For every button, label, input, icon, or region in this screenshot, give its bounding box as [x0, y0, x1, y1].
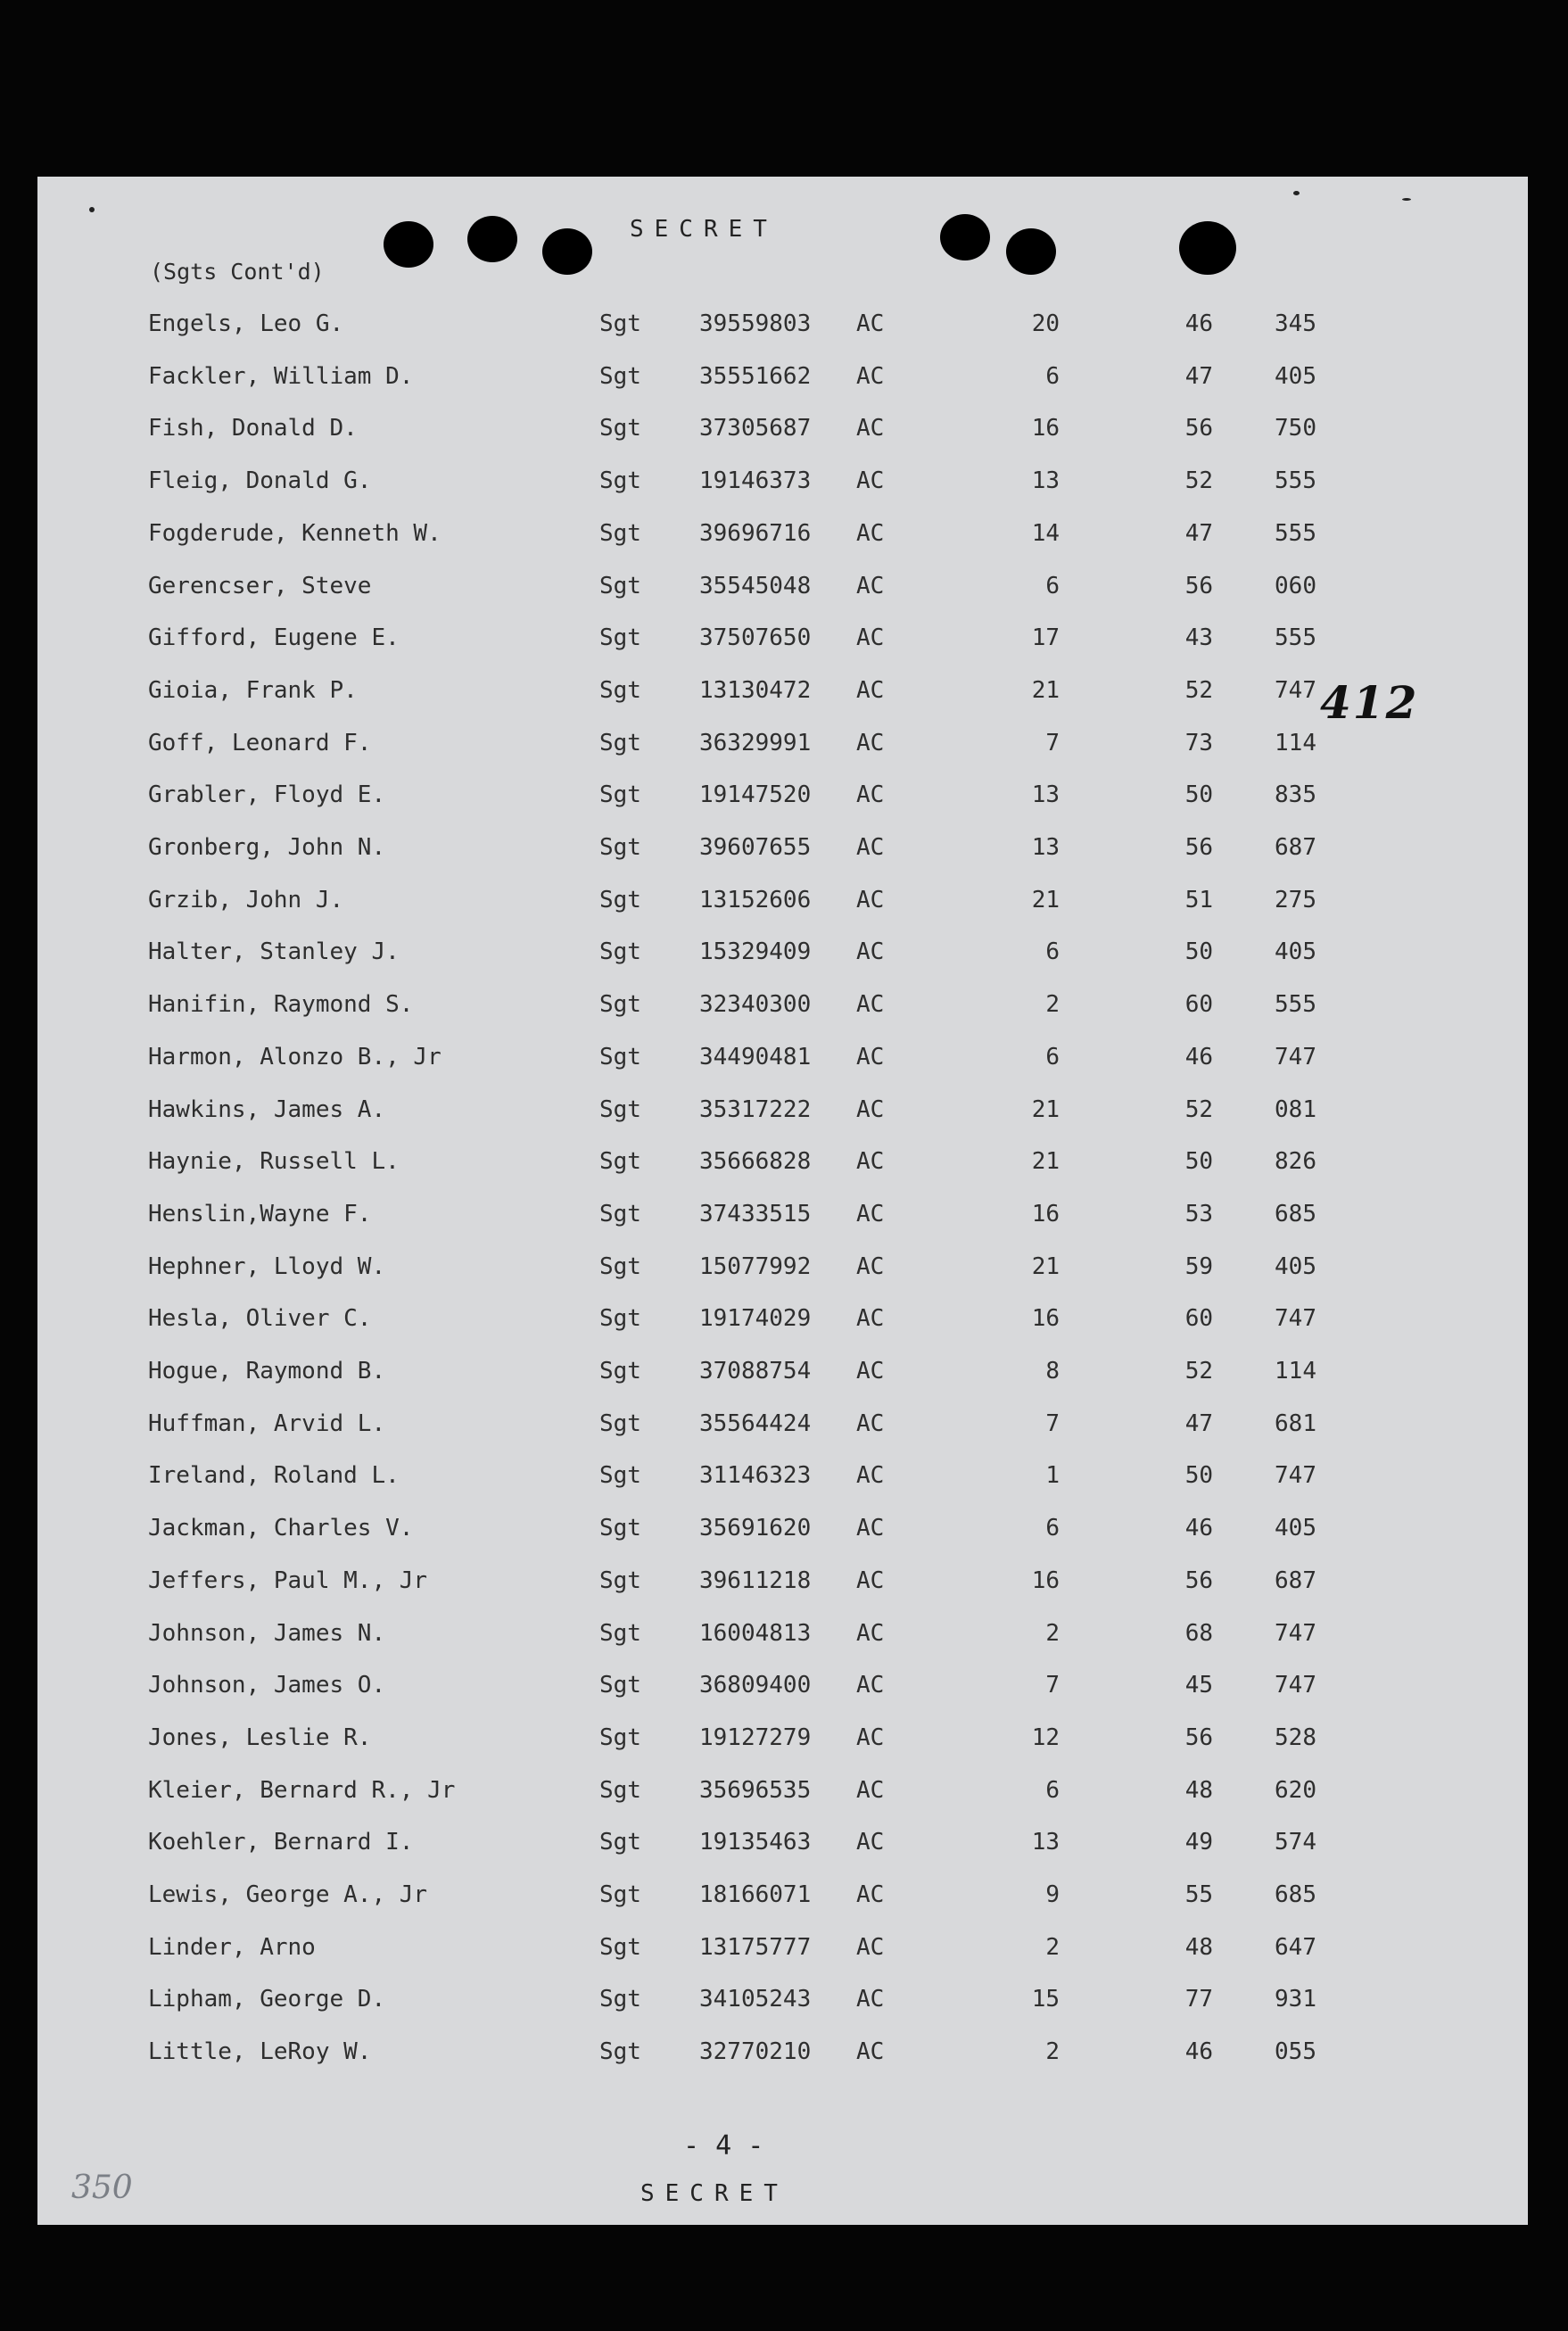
roster-serial: 15329409 [699, 938, 812, 965]
roster-col-c: 681 [1275, 1410, 1316, 1437]
roster-name: Haynie, Russell L. [148, 1148, 400, 1175]
roster-row [37, 1044, 1528, 1088]
roster-serial: 35696535 [699, 1777, 812, 1804]
roster-col-c: 081 [1275, 1096, 1316, 1123]
roster-rank: Sgt [599, 624, 641, 651]
roster-col-a: 9 [1045, 1881, 1060, 1908]
roster-serial: 32770210 [699, 2038, 812, 2065]
roster-col-b: 51 [1184, 887, 1213, 913]
roster-col-a: 7 [1045, 730, 1060, 756]
roster-col-c: 685 [1275, 1881, 1316, 1908]
roster-name: Linder, Arno [148, 1934, 316, 1961]
roster-serial: 19127279 [699, 1724, 812, 1751]
roster-col-a: 16 [1031, 1201, 1060, 1227]
roster-col-c: 747 [1275, 1462, 1316, 1489]
roster-col-b: 73 [1184, 730, 1213, 756]
roster-col-b: 55 [1184, 1881, 1213, 1908]
roster-row [37, 573, 1528, 617]
roster-col-b: 43 [1184, 624, 1213, 651]
roster-name: Fogderude, Kenneth W. [148, 520, 442, 547]
roster-col-a: 8 [1045, 1358, 1060, 1385]
roster-branch: AC [856, 1410, 885, 1437]
roster-col-c: 114 [1275, 1358, 1316, 1385]
roster-name: Hawkins, James A. [148, 1096, 386, 1123]
roster-name: Harmon, Alonzo B., Jr [148, 1044, 442, 1070]
roster-row [37, 1515, 1528, 1559]
roster-col-a: 2 [1045, 1620, 1060, 1647]
roster-col-b: 56 [1184, 1724, 1213, 1751]
roster-row [37, 1096, 1528, 1141]
roster-col-a: 16 [1031, 415, 1060, 442]
roster-serial: 19147520 [699, 781, 812, 808]
roster-serial: 37507650 [699, 624, 812, 651]
roster-serial: 35564424 [699, 1410, 812, 1437]
roster-name: Goff, Leonard F. [148, 730, 372, 756]
roster-col-a: 21 [1031, 1148, 1060, 1175]
roster-serial: 37433515 [699, 1201, 812, 1227]
roster-name: Fish, Donald D. [148, 415, 358, 442]
roster-serial: 39696716 [699, 520, 812, 547]
roster-col-c: 747 [1275, 677, 1316, 704]
roster-col-c: 405 [1275, 938, 1316, 965]
roster-col-b: 77 [1184, 1986, 1213, 2013]
roster-serial: 35317222 [699, 1096, 812, 1123]
roster-name: Lewis, George A., Jr [148, 1881, 428, 1908]
roster-branch: AC [856, 781, 885, 808]
punch-hole [940, 214, 990, 260]
roster-rank: Sgt [599, 1305, 641, 1332]
roster-row [37, 363, 1528, 408]
roster-branch: AC [856, 310, 885, 337]
roster-col-b: 59 [1184, 1253, 1213, 1280]
roster-branch: AC [856, 624, 885, 651]
roster-col-a: 17 [1031, 624, 1060, 651]
roster-rank: Sgt [599, 887, 641, 913]
roster-name: Gronberg, John N. [148, 834, 386, 861]
roster-serial: 39611218 [699, 1567, 812, 1594]
roster-name: Hesla, Oliver C. [148, 1305, 372, 1332]
roster-branch: AC [856, 1096, 885, 1123]
roster-col-a: 21 [1031, 1253, 1060, 1280]
roster-row [37, 1881, 1528, 1926]
roster-col-c: 275 [1275, 887, 1316, 913]
roster-branch: AC [856, 1515, 885, 1542]
roster-col-c: 647 [1275, 1934, 1316, 1961]
roster-row [37, 415, 1528, 459]
roster-name: Kleier, Bernard R., Jr [148, 1777, 456, 1804]
roster-serial: 35551662 [699, 363, 812, 390]
roster-row [37, 938, 1528, 983]
roster-name: Henslin,Wayne F. [148, 1201, 372, 1227]
roster-col-b: 56 [1184, 1567, 1213, 1594]
roster-name: Huffman, Arvid L. [148, 1410, 386, 1437]
roster-col-c: 685 [1275, 1201, 1316, 1227]
roster-col-c: 405 [1275, 1253, 1316, 1280]
roster-name: Gifford, Eugene E. [148, 624, 400, 651]
roster-name: Halter, Stanley J. [148, 938, 400, 965]
roster-col-b: 52 [1184, 1358, 1213, 1385]
roster-col-b: 56 [1184, 415, 1213, 442]
roster-name: Fackler, William D. [148, 363, 414, 390]
roster-name: Little, LeRoy W. [148, 2038, 372, 2065]
roster-branch: AC [856, 467, 885, 494]
roster-rank: Sgt [599, 781, 641, 808]
roster-col-b: 46 [1184, 2038, 1213, 2065]
roster-col-c: 114 [1275, 730, 1316, 756]
roster-branch: AC [856, 1934, 885, 1961]
roster-branch: AC [856, 730, 885, 756]
roster-row [37, 310, 1528, 355]
roster-col-c: 747 [1275, 1044, 1316, 1070]
roster-rank: Sgt [599, 938, 641, 965]
roster-col-c: 931 [1275, 1986, 1316, 2013]
roster-row [37, 730, 1528, 774]
roster-row [37, 1358, 1528, 1402]
roster-col-c: 528 [1275, 1724, 1316, 1751]
roster-col-c: 555 [1275, 624, 1316, 651]
roster-col-c: 060 [1275, 573, 1316, 599]
roster-name: Jackman, Charles V. [148, 1515, 414, 1542]
roster-rank: Sgt [599, 1253, 641, 1280]
roster-rank: Sgt [599, 1620, 641, 1647]
roster-col-b: 56 [1184, 573, 1213, 599]
roster-col-b: 47 [1184, 363, 1213, 390]
roster-row [37, 677, 1528, 722]
roster-col-a: 6 [1045, 1515, 1060, 1542]
roster-serial: 13130472 [699, 677, 812, 704]
roster-name: Engels, Leo G. [148, 310, 344, 337]
roster-col-a: 6 [1045, 1777, 1060, 1804]
roster-serial: 37088754 [699, 1358, 812, 1385]
roster-col-b: 48 [1184, 1777, 1213, 1804]
roster-row [37, 1986, 1528, 2030]
roster-rank: Sgt [599, 310, 641, 337]
roster-row [37, 991, 1528, 1036]
punch-hole [384, 221, 433, 268]
roster-rank: Sgt [599, 363, 641, 390]
roster-rank: Sgt [599, 730, 641, 756]
roster-col-c: 405 [1275, 1515, 1316, 1542]
roster-name: Hanifin, Raymond S. [148, 991, 414, 1018]
handwritten-note: 350 [71, 2170, 133, 2206]
roster-col-c: 405 [1275, 363, 1316, 390]
roster-col-c: 750 [1275, 415, 1316, 442]
roster-serial: 36809400 [699, 1672, 812, 1699]
roster-serial: 19135463 [699, 1829, 812, 1856]
roster-branch: AC [856, 887, 885, 913]
roster-branch: AC [856, 1620, 885, 1647]
roster-col-a: 13 [1031, 467, 1060, 494]
roster-rank: Sgt [599, 1672, 641, 1699]
roster-rank: Sgt [599, 1724, 641, 1751]
roster-col-b: 46 [1184, 1044, 1213, 1070]
roster-name: Grabler, Floyd E. [148, 781, 386, 808]
roster-branch: AC [856, 1724, 885, 1751]
roster-branch: AC [856, 573, 885, 599]
continuation-heading: (Sgts Cont'd) [150, 259, 325, 285]
roster-serial: 36329991 [699, 730, 812, 756]
roster-row [37, 1934, 1528, 1979]
roster-col-a: 2 [1045, 991, 1060, 1018]
roster-branch: AC [856, 938, 885, 965]
roster-row [37, 1148, 1528, 1193]
roster-col-a: 15 [1031, 1986, 1060, 2013]
roster-serial: 39559803 [699, 310, 812, 337]
roster-row [37, 467, 1528, 512]
roster-col-b: 56 [1184, 834, 1213, 861]
roster-serial: 18166071 [699, 1881, 812, 1908]
roster-rank: Sgt [599, 1567, 641, 1594]
roster-name: Jeffers, Paul M., Jr [148, 1567, 428, 1594]
roster-rank: Sgt [599, 1934, 641, 1961]
roster-row [37, 781, 1528, 826]
roster-name: Gioia, Frank P. [148, 677, 358, 704]
roster-col-a: 1 [1045, 1462, 1060, 1489]
roster-col-a: 13 [1031, 781, 1060, 808]
roster-row [37, 834, 1528, 879]
roster-serial: 19146373 [699, 467, 812, 494]
roster-col-b: 46 [1184, 1515, 1213, 1542]
roster-row [37, 1777, 1528, 1822]
roster-row [37, 1829, 1528, 1873]
roster-col-b: 47 [1184, 520, 1213, 547]
roster-branch: AC [856, 1829, 885, 1856]
roster-name: Jones, Leslie R. [148, 1724, 372, 1751]
roster-col-b: 49 [1184, 1829, 1213, 1856]
roster-branch: AC [856, 1672, 885, 1699]
roster-branch: AC [856, 991, 885, 1018]
roster-branch: AC [856, 363, 885, 390]
roster-branch: AC [856, 1986, 885, 2013]
roster-col-a: 14 [1031, 520, 1060, 547]
roster-col-b: 52 [1184, 1096, 1213, 1123]
roster-col-a: 13 [1031, 1829, 1060, 1856]
roster-col-b: 45 [1184, 1672, 1213, 1699]
roster-serial: 15077992 [699, 1253, 812, 1280]
roster-name: Johnson, James N. [148, 1620, 386, 1647]
roster-rank: Sgt [599, 1462, 641, 1489]
roster-serial: 13175777 [699, 1934, 812, 1961]
roster-col-c: 555 [1275, 467, 1316, 494]
roster-row [37, 1672, 1528, 1716]
roster-serial: 13152606 [699, 887, 812, 913]
roster-branch: AC [856, 2038, 885, 2065]
roster-branch: AC [856, 1567, 885, 1594]
roster-row [37, 1201, 1528, 1245]
roster-serial: 32340300 [699, 991, 812, 1018]
roster-col-a: 16 [1031, 1567, 1060, 1594]
ink-speck [1402, 198, 1411, 201]
roster-branch: AC [856, 1201, 885, 1227]
roster-col-a: 2 [1045, 2038, 1060, 2065]
ink-speck [89, 207, 95, 212]
roster-serial: 39607655 [699, 834, 812, 861]
roster-serial: 31146323 [699, 1462, 812, 1489]
roster-row [37, 1724, 1528, 1769]
classification-top: SECRET [630, 216, 778, 243]
roster-branch: AC [856, 1253, 885, 1280]
roster-col-b: 50 [1184, 781, 1213, 808]
ink-speck [1293, 191, 1300, 195]
roster-serial: 35545048 [699, 573, 812, 599]
roster-branch: AC [856, 1148, 885, 1175]
roster-serial: 35666828 [699, 1148, 812, 1175]
roster-rank: Sgt [599, 2038, 641, 2065]
roster-name: Hephner, Lloyd W. [148, 1253, 386, 1280]
roster-serial: 34105243 [699, 1986, 812, 2013]
roster-col-b: 46 [1184, 310, 1213, 337]
roster-col-c: 747 [1275, 1620, 1316, 1647]
roster-rank: Sgt [599, 1096, 641, 1123]
roster-rank: Sgt [599, 1881, 641, 1908]
roster-col-b: 50 [1184, 1462, 1213, 1489]
roster-col-a: 6 [1045, 938, 1060, 965]
roster-rank: Sgt [599, 467, 641, 494]
roster-serial: 35691620 [699, 1515, 812, 1542]
roster-rank: Sgt [599, 1777, 641, 1804]
roster-rank: Sgt [599, 1986, 641, 2013]
roster-row [37, 1410, 1528, 1455]
roster-col-a: 2 [1045, 1934, 1060, 1961]
roster-col-c: 055 [1275, 2038, 1316, 2065]
roster-serial: 16004813 [699, 1620, 812, 1647]
roster-name: Grzib, John J. [148, 887, 344, 913]
roster-name: Gerencser, Steve [148, 573, 372, 599]
roster-row [37, 1620, 1528, 1665]
roster-serial: 19174029 [699, 1305, 812, 1332]
roster-col-b: 48 [1184, 1934, 1213, 1961]
roster-rank: Sgt [599, 1829, 641, 1856]
roster-row [37, 2038, 1528, 2083]
roster-branch: AC [856, 1305, 885, 1332]
roster-col-c: 345 [1275, 310, 1316, 337]
punch-hole [1006, 228, 1056, 275]
roster-rank: Sgt [599, 573, 641, 599]
roster-col-a: 21 [1031, 1096, 1060, 1123]
roster-col-c: 687 [1275, 1567, 1316, 1594]
roster-col-b: 47 [1184, 1410, 1213, 1437]
roster-col-a: 21 [1031, 887, 1060, 913]
roster-rank: Sgt [599, 415, 641, 442]
roster-col-a: 6 [1045, 1044, 1060, 1070]
roster-col-a: 7 [1045, 1672, 1060, 1699]
roster-col-a: 12 [1031, 1724, 1060, 1751]
roster-row [37, 520, 1528, 565]
roster-col-a: 6 [1045, 363, 1060, 390]
roster-col-c: 747 [1275, 1672, 1316, 1699]
roster-rank: Sgt [599, 1044, 641, 1070]
roster-rank: Sgt [599, 1201, 641, 1227]
roster-col-b: 53 [1184, 1201, 1213, 1227]
margin-number: 412 [1320, 676, 1419, 729]
roster-serial: 34490481 [699, 1044, 812, 1070]
roster-name: Hogue, Raymond B. [148, 1358, 386, 1385]
roster-col-c: 835 [1275, 781, 1316, 808]
roster-col-b: 60 [1184, 1305, 1213, 1332]
roster-col-b: 52 [1184, 467, 1213, 494]
roster-col-c: 555 [1275, 991, 1316, 1018]
roster-col-b: 50 [1184, 938, 1213, 965]
roster-col-c: 826 [1275, 1148, 1316, 1175]
roster-row [37, 624, 1528, 669]
roster-col-b: 52 [1184, 677, 1213, 704]
roster-col-a: 6 [1045, 573, 1060, 599]
roster-row [37, 887, 1528, 931]
roster-col-b: 50 [1184, 1148, 1213, 1175]
roster-col-b: 60 [1184, 991, 1213, 1018]
page-number: - 4 - [683, 2130, 764, 2162]
roster-branch: AC [856, 1881, 885, 1908]
roster-rank: Sgt [599, 677, 641, 704]
roster-rank: Sgt [599, 1358, 641, 1385]
roster-branch: AC [856, 1777, 885, 1804]
roster-branch: AC [856, 834, 885, 861]
roster-col-c: 555 [1275, 520, 1316, 547]
roster-row [37, 1305, 1528, 1350]
roster-branch: AC [856, 1358, 885, 1385]
roster-rank: Sgt [599, 1148, 641, 1175]
roster-col-c: 574 [1275, 1829, 1316, 1856]
roster-row [37, 1253, 1528, 1298]
roster-rank: Sgt [599, 834, 641, 861]
punch-hole [542, 228, 592, 275]
roster-row [37, 1462, 1528, 1507]
roster-name: Fleig, Donald G. [148, 467, 372, 494]
roster-serial: 37305687 [699, 415, 812, 442]
roster-col-a: 16 [1031, 1305, 1060, 1332]
roster-rank: Sgt [599, 1410, 641, 1437]
roster-branch: AC [856, 1044, 885, 1070]
punch-hole [467, 216, 517, 262]
roster-col-a: 7 [1045, 1410, 1060, 1437]
roster-col-a: 21 [1031, 677, 1060, 704]
roster-name: Johnson, James O. [148, 1672, 386, 1699]
roster-rank: Sgt [599, 1515, 641, 1542]
roster-branch: AC [856, 415, 885, 442]
roster-col-b: 68 [1184, 1620, 1213, 1647]
roster-col-a: 13 [1031, 834, 1060, 861]
roster-branch: AC [856, 677, 885, 704]
roster-rank: Sgt [599, 991, 641, 1018]
roster-name: Lipham, George D. [148, 1986, 386, 2013]
roster-col-c: 620 [1275, 1777, 1316, 1804]
punch-hole [1179, 221, 1236, 275]
roster-rank: Sgt [599, 520, 641, 547]
roster-col-c: 687 [1275, 834, 1316, 861]
roster-col-c: 747 [1275, 1305, 1316, 1332]
roster-name: Koehler, Bernard I. [148, 1829, 414, 1856]
roster-branch: AC [856, 520, 885, 547]
roster-name: Ireland, Roland L. [148, 1462, 400, 1489]
roster-branch: AC [856, 1462, 885, 1489]
roster-row [37, 1567, 1528, 1612]
document-page [37, 177, 1528, 2225]
classification-bottom: SECRET [640, 2180, 788, 2207]
roster-col-a: 20 [1031, 310, 1060, 337]
